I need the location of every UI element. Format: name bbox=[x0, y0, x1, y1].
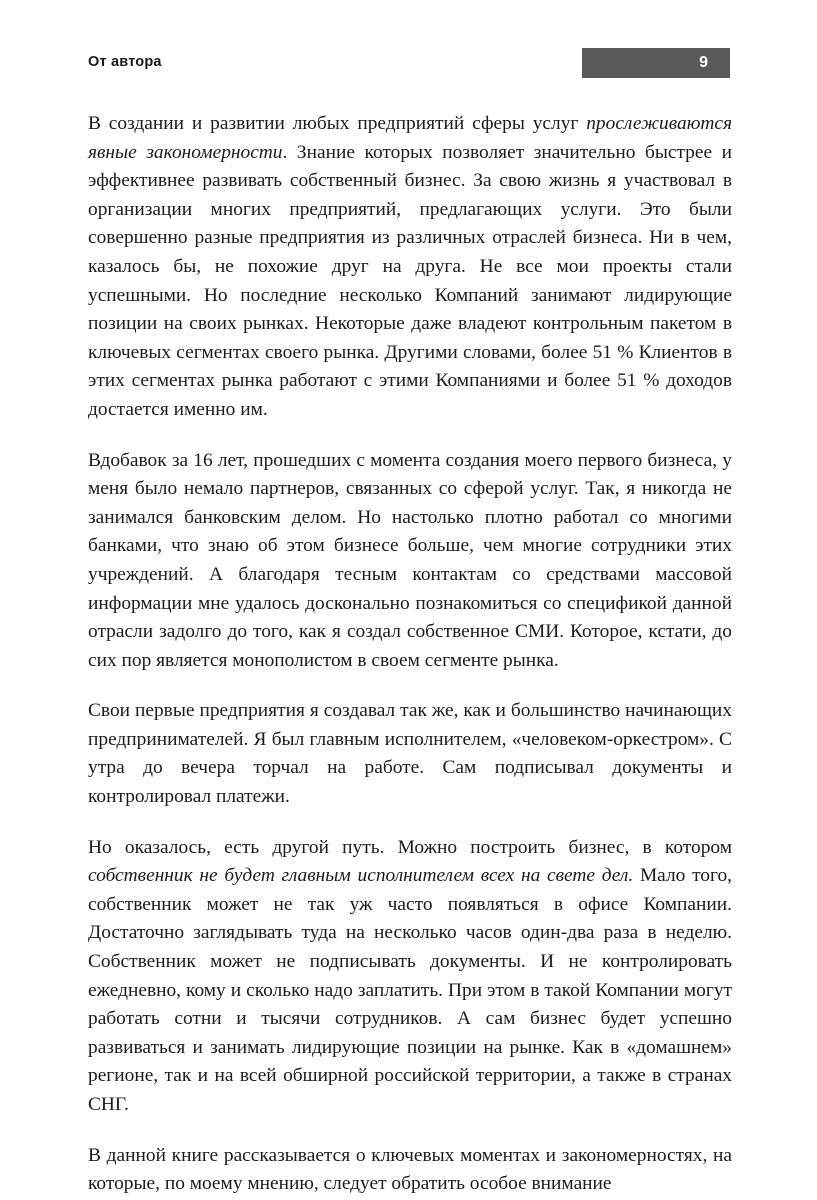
running-title: От автора bbox=[88, 54, 162, 70]
paragraph bbox=[88, 834, 732, 1120]
body-text-run: Мало того, собственник может не так уж часто появляться в офисе Компании. Достаточно заглядывать туда на несколько часов один-два раза в неделю. Собственник может не подписывать документы. И не контролировать ежедневно, кому и сколько надо заплатить. При этом в такой Компании могут работать сотни и тысячи сотрудников. А сам бизнес будет успешно развиваться и занимать лидирующие позиции на рынке. Как в «домашнем» регионе, так и на всей обширной российской территории, а также в странах СНГ. bbox=[88, 865, 732, 1115]
body-text-run: В создании и развитии любых предприятий сферы услуг bbox=[88, 113, 587, 134]
paragraph bbox=[88, 1142, 732, 1199]
body-text-run: Вдобавок за 16 лет, прошедших с момента создания моего первого бизнеса, у меня было немало партнеров, связанных со сферой услуг. Так, я никогда не занимался банковским делом. Но настолько плотно работал со многими банками, что знаю об этом бизнесе больше, чем многие сотрудники этих учреждений. А благодаря тесным контактам со средствами массовой информации мне удалось досконально познакомиться со спецификой данной отрасли задолго до того, как я создал собственное СМИ. Которое, кстати, до сих пор является монополистом в своем сегменте рынка. bbox=[88, 449, 732, 671]
paragraph bbox=[88, 447, 732, 676]
paragraph bbox=[88, 697, 732, 811]
page-header bbox=[88, 48, 730, 84]
body-text bbox=[88, 110, 732, 1199]
page-number: 9 bbox=[699, 54, 708, 71]
body-text-run: . Знание которых позволяет значительно быстрее и эффективнее развивать собственный бизнес. За свою жизнь я участвовал в организации многих предприятий, предлагающих услуги. Это были совершенно разные предприятия из различных отраслей бизнеса. Ни в чем, казалось бы, не похожие друг на друга. Не все мои проекты стали успешными. Но последние несколько Компаний занимают лидирующие позиции на своих рынках. Некоторые даже владеют контрольным пакетом в ключевых сегментах своего рынка. Другими словами, более 51 % Клиентов в этих сегментах рынка работают с этими Компаниями и более 51 % доходов достается именно им. bbox=[88, 141, 733, 420]
emphasis-text: прослеживаются явные закономерности bbox=[88, 113, 732, 163]
body-text-run: В данной книге рассказывается о ключевых моментах и закономерностях, на которые, по моему мнению, следует обратить особое внимание bbox=[88, 1144, 732, 1195]
body-text-run: Но оказалось, есть другой путь. Можно построить бизнес, в котором bbox=[88, 836, 732, 858]
page-number-box bbox=[582, 48, 730, 78]
emphasis-text: собственник не будет главным исполнителем всех на свете дел. bbox=[88, 865, 634, 887]
body-text-run: Свои первые предприятия я создавал так же, как и большинство начинающих предпринимателей. Я был главным исполнителем, «человеком-оркестром». С утра до вечера торчал на работе. Сам подписывал документы и контролировал платежи. bbox=[88, 700, 732, 808]
paragraph bbox=[88, 110, 732, 425]
